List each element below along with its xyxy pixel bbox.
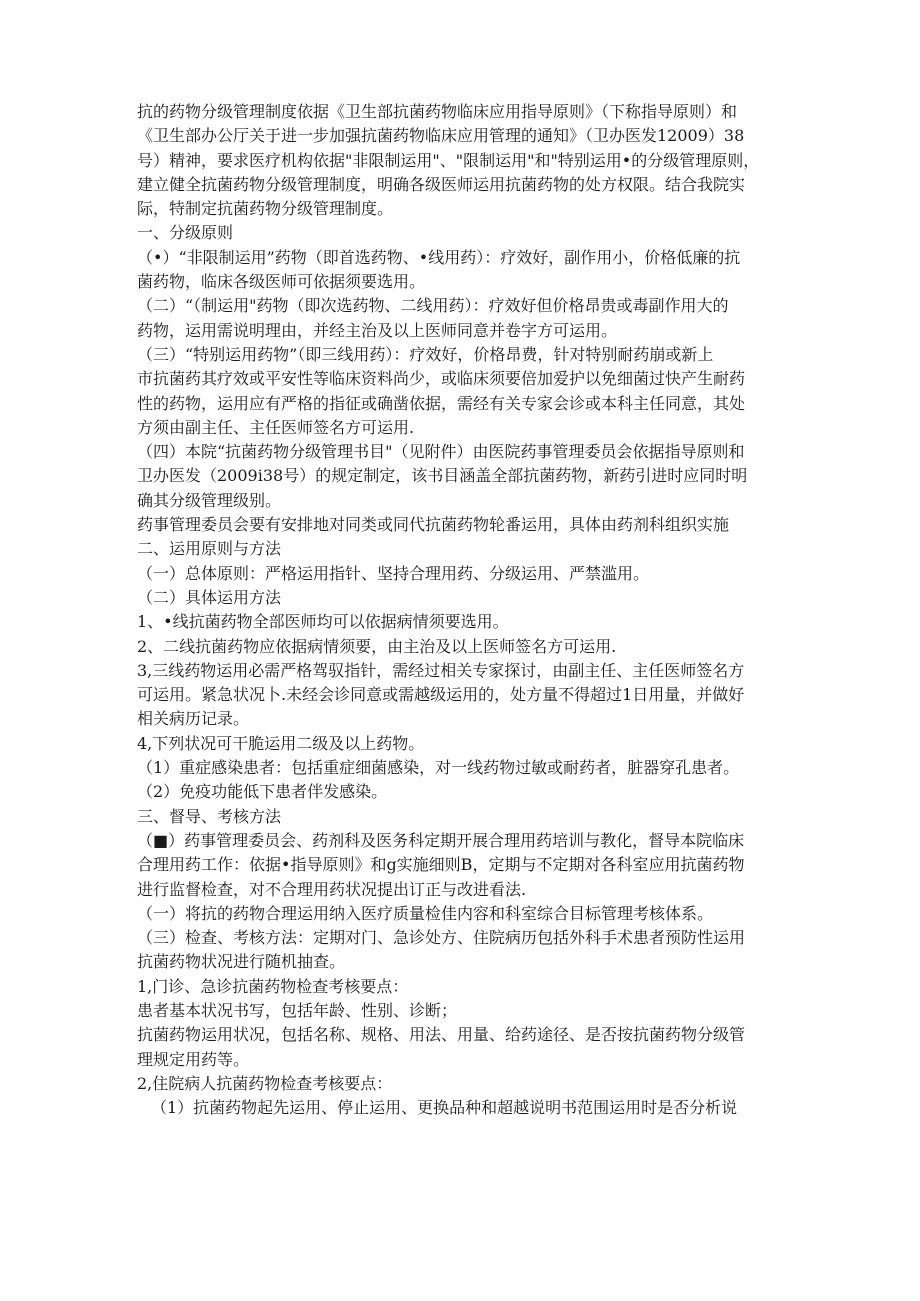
paragraph-line: 患者基本状况书写，包括年龄、性别、诊断；	[137, 1000, 458, 1020]
paragraph-line: 理规定用药等。	[137, 1049, 250, 1069]
list-item: 2,住院病人抗菌药物检查考核要点：	[137, 1073, 393, 1093]
paragraph-line: 市抗菌药其疗效或平安性等临床资料尚少，或临床须要倍加爱护以免细菌过快产生耐药	[137, 369, 746, 389]
section-heading: 二、运用原则与方法	[137, 539, 282, 559]
paragraph-line: 相关病历记录。	[137, 709, 250, 729]
list-item: 3,三线药物运用必需严格驾驭指针，需经过相关专家探讨，由副主任、主任医师签名方	[137, 660, 745, 680]
document-body	[137, 100, 797, 1120]
paragraph-line: 《卫生部办公厅关于进一步加强抗菌药物临床应用管理的通知》（卫办医发12009）38	[137, 126, 745, 146]
paragraph-line: （二）“（制运用"药物（即次选药物、二线用药）：疗效好但价格昂贵或毒副作用大的	[137, 296, 729, 316]
paragraph-line: 进行监督检查，对不合理用药状况提出订正与改进看法.	[137, 879, 527, 899]
paragraph-line: 可运用。紧急状况卜.未经会诊同意或需越级运用的，处方量不得超过1日用量，并做好	[137, 685, 745, 705]
list-item: 2、二线抗菌药物应依据病情须要，由主治及以上医师签名方可运用.	[137, 636, 617, 656]
paragraph-line: （四）本院“抗菌药物分级管理书目"（见附件）由医院药事管理委员会依据指导原则和	[137, 442, 745, 462]
paragraph-line: （•）“非限制运用”药物（即首选药物、•线用药）：疗效好，副作用小，价格低廉的抗	[137, 247, 741, 267]
paragraph-line: 号）精神，要求医疗机构依据"非限制运用"、"限制运用"和"特别运用•的分级管理原则，	[137, 150, 760, 170]
paragraph-line: （一）将抗的药物合理运用纳入医疗质量检佳内容和科室综合目标管理考核体系。	[137, 903, 714, 923]
list-item: 1,门诊、急诊抗菌药物检查考核要点：	[137, 976, 409, 996]
list-item: 4,下列状况可干脆运用二级及以上药物。	[137, 733, 425, 753]
paragraph-line: 建立健全抗菌药物分级管理制度，明确各级医师运用抗菌药物的处方权限。结合我院实	[137, 174, 746, 194]
paragraph-line: 际，特制定抗菌药物分级管理制度。	[137, 199, 394, 219]
list-item: （2）免疫功能低下患者伴发感染。	[137, 782, 388, 802]
paragraph-line: 抗菌药物状况进行随机抽查。	[137, 952, 346, 972]
paragraph-line: （三）检查、考核方法：定期对门、急诊处方、住院病历包括外科手术患者预防性运用	[137, 928, 746, 948]
paragraph-line: 卫办医发（2009i38号）的规定制定，该书目涵盖全部抗菌药物，新药引进时应同时明	[137, 466, 748, 486]
paragraph-line: 确其分级管理级别。	[137, 490, 282, 510]
paragraph-line: 药事管理委员会要有安排地对同类或同代抗菌药物轮番运用，具体由药剂科组织实施	[137, 515, 730, 535]
section-heading: 一、分级原则	[137, 223, 234, 243]
paragraph-line: 抗菌药物运用状况，包括名称、规格、用法、用量、给药途径、是否按抗菌药物分级管	[137, 1025, 746, 1045]
list-item: （1）重症感染患者：包括重症细菌感染，对一线药物过敏或耐药者，脏器穿孔患者。	[137, 758, 740, 778]
paragraph-line: 抗的药物分级管理制度依据《卫生部抗菌药物临床应用指导原则》（下称指导原则）和	[137, 102, 738, 121]
paragraph-line: 菌药物，临床各级医师可依据须要选用。	[137, 272, 426, 292]
list-item: 1、•线抗菌药物全部医师均可以依据病情须要选用。	[137, 612, 509, 632]
paragraph-line: 合理用药工作：依据•指导原则》和g实施细则B，定期与不定期对各科室应用抗菌药物	[137, 855, 745, 875]
paragraph-line: 药物，运用需说明理由，并经主治及以上医师同意并卷字方可运用。	[137, 320, 618, 340]
paragraph-line: （一）总体原则：严格运用指针、坚持合理用药、分级运用、严禁滥用。	[137, 563, 650, 583]
paragraph-line: 性的药物，运用应有严格的指征或确凿依据，需经有关专家会诊或本科主任同意，其处	[137, 393, 746, 413]
paragraph-line: （二）具体运用方法	[137, 587, 282, 607]
list-item: （1）抗菌药物起先运用、停止运用、更换品种和超越说明书范围运用时是否分析说	[151, 1098, 738, 1118]
section-heading: 三、督导、考核方法	[137, 806, 282, 826]
paragraph-line: （■）药事管理委员会、药剂科及医务科定期开展合理用药培训与教化，督导本院临床	[137, 830, 745, 850]
paragraph-line: （三）“特别运用药物”（即三线用药）：疗效好，价格昂费，针对特别耐药崩或新上	[137, 344, 714, 364]
paragraph-line: 方须由副主任、主任医师签名方可运用.	[137, 417, 415, 437]
